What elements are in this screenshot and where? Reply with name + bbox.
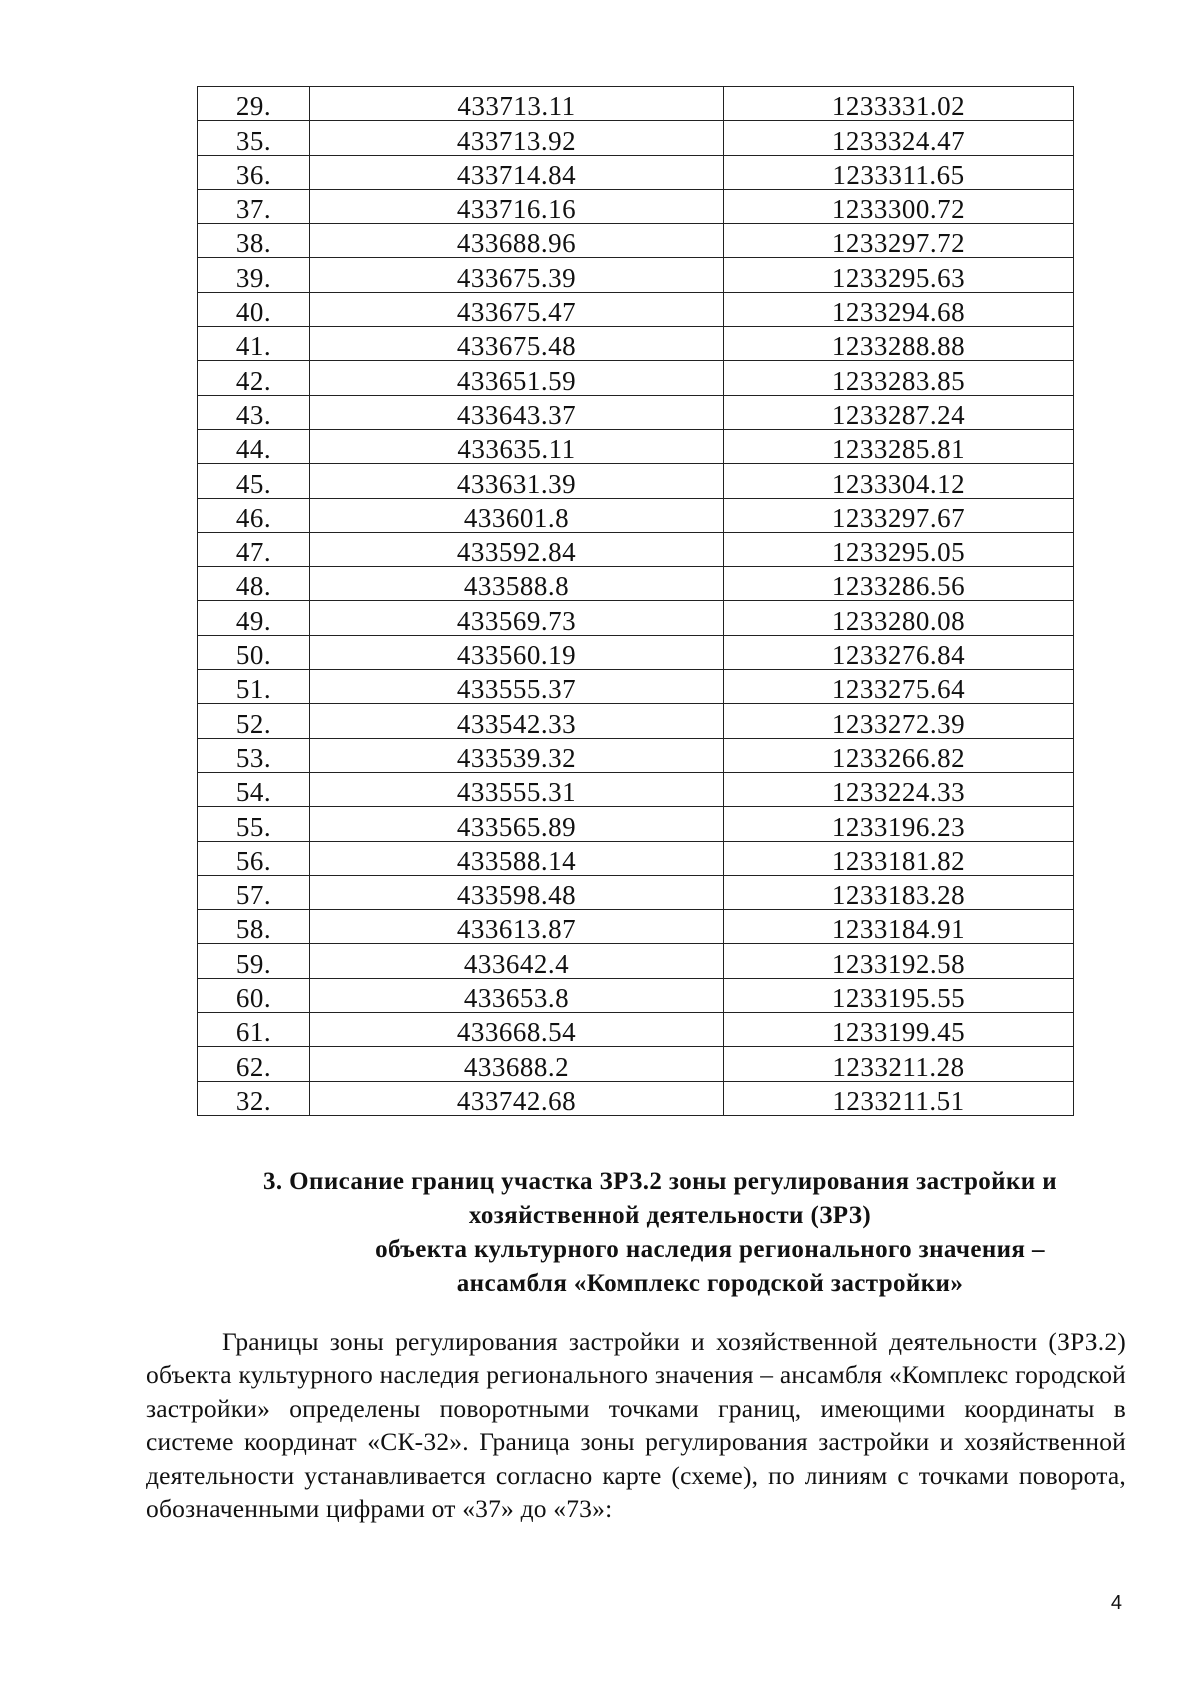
x-coordinate-cell: 433560.19 bbox=[310, 635, 724, 669]
y-coordinate-cell: 1233304.12 bbox=[724, 464, 1074, 498]
section-heading bbox=[170, 1165, 1110, 1301]
table-row bbox=[198, 978, 1074, 1012]
y-coordinate-cell: 1233324.47 bbox=[724, 121, 1074, 155]
y-coordinate-cell: 1233192.58 bbox=[724, 944, 1074, 978]
table-row bbox=[198, 567, 1074, 601]
x-coordinate-cell: 433675.47 bbox=[310, 292, 724, 326]
x-coordinate-cell: 433675.39 bbox=[310, 258, 724, 292]
table-row bbox=[198, 327, 1074, 361]
y-coordinate-cell: 1233195.55 bbox=[724, 978, 1074, 1012]
x-coordinate-cell: 433668.54 bbox=[310, 1013, 724, 1047]
table-row bbox=[198, 875, 1074, 909]
point-number-cell: 58. bbox=[198, 910, 310, 944]
x-coordinate-cell: 433555.37 bbox=[310, 670, 724, 704]
x-coordinate-cell: 433653.8 bbox=[310, 978, 724, 1012]
table-row bbox=[198, 464, 1074, 498]
x-coordinate-cell: 433742.68 bbox=[310, 1081, 724, 1115]
point-number-cell: 37. bbox=[198, 189, 310, 223]
table-row bbox=[198, 258, 1074, 292]
table-row bbox=[198, 189, 1074, 223]
y-coordinate-cell: 1233287.24 bbox=[724, 395, 1074, 429]
point-number-cell: 59. bbox=[198, 944, 310, 978]
x-coordinate-cell: 433631.39 bbox=[310, 464, 724, 498]
y-coordinate-cell: 1233272.39 bbox=[724, 704, 1074, 738]
table-row bbox=[198, 910, 1074, 944]
table-row bbox=[198, 670, 1074, 704]
x-coordinate-cell: 433588.8 bbox=[310, 567, 724, 601]
table-row bbox=[198, 532, 1074, 566]
table-row bbox=[198, 738, 1074, 772]
y-coordinate-cell: 1233295.63 bbox=[724, 258, 1074, 292]
y-coordinate-cell: 1233283.85 bbox=[724, 361, 1074, 395]
x-coordinate-cell: 433542.33 bbox=[310, 704, 724, 738]
table-row bbox=[198, 429, 1074, 463]
point-number-cell: 42. bbox=[198, 361, 310, 395]
point-number-cell: 57. bbox=[198, 875, 310, 909]
y-coordinate-cell: 1233311.65 bbox=[724, 155, 1074, 189]
y-coordinate-cell: 1233297.67 bbox=[724, 498, 1074, 532]
point-number-cell: 60. bbox=[198, 978, 310, 1012]
table-row bbox=[198, 155, 1074, 189]
section-paragraph: Границы зоны регулирования застройки и хозяйственной деятельности (ЗРЗ.2) объекта культурного наследия регионального значения – ансамбля «Комплекс городской застройки» определены поворотными точками границ, имеющими координаты в системе координат «СК-32». Граница зоны регулирования застройки и хозяйственной деятельности устанавливается согласно карте (схеме), по линиям с точками поворота, обозначенными цифрами от «37» до «73»: bbox=[146, 1327, 1126, 1524]
y-coordinate-cell: 1233300.72 bbox=[724, 189, 1074, 223]
y-coordinate-cell: 1233276.84 bbox=[724, 635, 1074, 669]
table-row bbox=[198, 224, 1074, 258]
y-coordinate-cell: 1233181.82 bbox=[724, 841, 1074, 875]
point-number-cell: 32. bbox=[198, 1081, 310, 1115]
x-coordinate-cell: 433598.48 bbox=[310, 875, 724, 909]
x-coordinate-cell: 433588.14 bbox=[310, 841, 724, 875]
point-number-cell: 54. bbox=[198, 772, 310, 806]
y-coordinate-cell: 1233275.64 bbox=[724, 670, 1074, 704]
x-coordinate-cell: 433601.8 bbox=[310, 498, 724, 532]
x-coordinate-cell: 433539.32 bbox=[310, 738, 724, 772]
x-coordinate-cell: 433688.96 bbox=[310, 224, 724, 258]
point-number-cell: 46. bbox=[198, 498, 310, 532]
point-number-cell: 38. bbox=[198, 224, 310, 258]
point-number-cell: 55. bbox=[198, 807, 310, 841]
point-number-cell: 43. bbox=[198, 395, 310, 429]
x-coordinate-cell: 433675.48 bbox=[310, 327, 724, 361]
y-coordinate-cell: 1233266.82 bbox=[724, 738, 1074, 772]
x-coordinate-cell: 433643.37 bbox=[310, 395, 724, 429]
coordinates-table bbox=[197, 86, 1074, 1116]
table-row bbox=[198, 601, 1074, 635]
point-number-cell: 52. bbox=[198, 704, 310, 738]
point-number-cell: 50. bbox=[198, 635, 310, 669]
x-coordinate-cell: 433713.92 bbox=[310, 121, 724, 155]
y-coordinate-cell: 1233286.56 bbox=[724, 567, 1074, 601]
y-coordinate-cell: 1233183.28 bbox=[724, 875, 1074, 909]
x-coordinate-cell: 433635.11 bbox=[310, 429, 724, 463]
point-number-cell: 56. bbox=[198, 841, 310, 875]
y-coordinate-cell: 1233184.91 bbox=[724, 910, 1074, 944]
point-number-cell: 47. bbox=[198, 532, 310, 566]
point-number-cell: 53. bbox=[198, 738, 310, 772]
point-number-cell: 44. bbox=[198, 429, 310, 463]
section-heading-line-1: 3. Описание границ участка ЗРЗ.2 зоны регулирования застройки и bbox=[262, 1168, 1058, 1195]
x-coordinate-cell: 433688.2 bbox=[310, 1047, 724, 1081]
point-number-cell: 51. bbox=[198, 670, 310, 704]
table-row bbox=[198, 772, 1074, 806]
x-coordinate-cell: 433651.59 bbox=[310, 361, 724, 395]
y-coordinate-cell: 1233224.33 bbox=[724, 772, 1074, 806]
point-number-cell: 61. bbox=[198, 1013, 310, 1047]
x-coordinate-cell: 433716.16 bbox=[310, 189, 724, 223]
table-row bbox=[198, 704, 1074, 738]
table-row bbox=[198, 498, 1074, 532]
y-coordinate-cell: 1233196.23 bbox=[724, 807, 1074, 841]
table-row bbox=[198, 121, 1074, 155]
y-coordinate-cell: 1233211.28 bbox=[724, 1047, 1074, 1081]
table-row bbox=[198, 635, 1074, 669]
y-coordinate-cell: 1233288.88 bbox=[724, 327, 1074, 361]
y-coordinate-cell: 1233294.68 bbox=[724, 292, 1074, 326]
table-row bbox=[198, 1013, 1074, 1047]
point-number-cell: 36. bbox=[198, 155, 310, 189]
table-row bbox=[198, 841, 1074, 875]
section-heading-line-2: хозяйственной деятельности (ЗРЗ) bbox=[468, 1202, 872, 1229]
y-coordinate-cell: 1233280.08 bbox=[724, 601, 1074, 635]
point-number-cell: 40. bbox=[198, 292, 310, 326]
y-coordinate-cell: 1233211.51 bbox=[724, 1081, 1074, 1115]
x-coordinate-cell: 433713.11 bbox=[310, 87, 724, 121]
x-coordinate-cell: 433555.31 bbox=[310, 772, 724, 806]
point-number-cell: 45. bbox=[198, 464, 310, 498]
table-row bbox=[198, 395, 1074, 429]
x-coordinate-cell: 433613.87 bbox=[310, 910, 724, 944]
point-number-cell: 41. bbox=[198, 327, 310, 361]
table-row bbox=[198, 807, 1074, 841]
point-number-cell: 48. bbox=[198, 567, 310, 601]
table-row bbox=[198, 1047, 1074, 1081]
table-row bbox=[198, 1081, 1074, 1115]
table-row bbox=[198, 87, 1074, 121]
x-coordinate-cell: 433592.84 bbox=[310, 532, 724, 566]
table-row bbox=[198, 944, 1074, 978]
table-row bbox=[198, 361, 1074, 395]
x-coordinate-cell: 433642.4 bbox=[310, 944, 724, 978]
y-coordinate-cell: 1233199.45 bbox=[724, 1013, 1074, 1047]
y-coordinate-cell: 1233297.72 bbox=[724, 224, 1074, 258]
point-number-cell: 29. bbox=[198, 87, 310, 121]
point-number-cell: 35. bbox=[198, 121, 310, 155]
page-number: 4 bbox=[1110, 1592, 1122, 1614]
table-row bbox=[198, 292, 1074, 326]
point-number-cell: 62. bbox=[198, 1047, 310, 1081]
x-coordinate-cell: 433569.73 bbox=[310, 601, 724, 635]
x-coordinate-cell: 433565.89 bbox=[310, 807, 724, 841]
y-coordinate-cell: 1233285.81 bbox=[724, 429, 1074, 463]
y-coordinate-cell: 1233331.02 bbox=[724, 87, 1074, 121]
coordinates-table-body bbox=[198, 87, 1074, 1116]
section-heading-line-3: объекта культурного наследия регионального значения – bbox=[375, 1236, 1045, 1263]
y-coordinate-cell: 1233295.05 bbox=[724, 532, 1074, 566]
x-coordinate-cell: 433714.84 bbox=[310, 155, 724, 189]
section-heading-line-4: ансамбля «Комплекс городской застройки» bbox=[456, 1270, 964, 1297]
point-number-cell: 49. bbox=[198, 601, 310, 635]
point-number-cell: 39. bbox=[198, 258, 310, 292]
